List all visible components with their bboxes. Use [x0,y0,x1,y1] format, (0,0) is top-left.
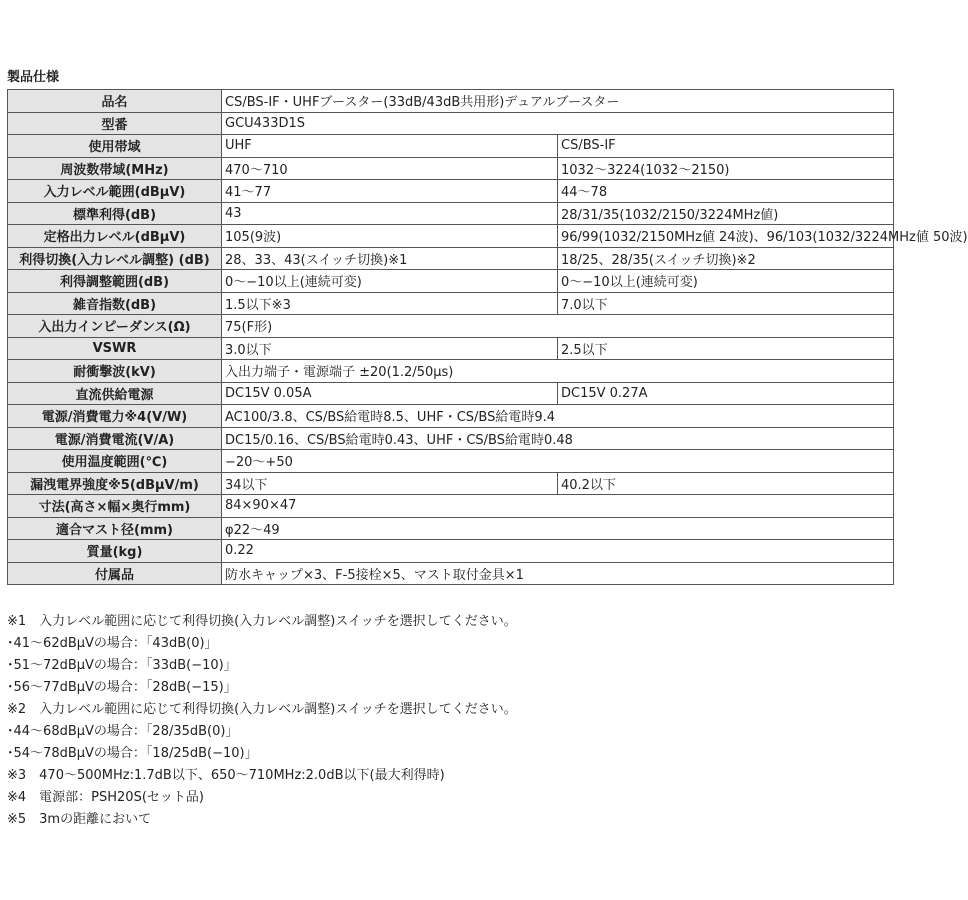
row-label: 適合マスト径(mm) [8,517,222,540]
row-value: 43 [222,202,558,225]
row-label: 使用温度範囲(℃) [8,450,222,473]
table-row [8,202,894,225]
row-label: 漏洩電界強度※5(dBμV/m) [8,472,222,495]
row-label: 入力レベル範囲(dBμV) [8,180,222,203]
row-value: 1.5以下※3 [222,292,558,315]
row-value: 34以下 [222,472,558,495]
row-label: 型番 [8,112,222,135]
row-label: 周波数帯域(MHz) [8,157,222,180]
row-label: 利得切換(入力レベル調整) (dB) [8,247,222,270]
table-row [8,180,894,203]
table-row [8,562,894,585]
footnote-line: ･54〜78dBμVの場合：「18/25dB(−10)」 [7,746,258,761]
table-row [8,90,894,113]
spec-table [7,89,968,585]
table-row [8,382,894,405]
row-label: 定格出力レベル(dBμV) [8,225,222,248]
row-label: 雑音指数(dB) [8,292,222,315]
table-row [8,450,894,473]
table-row [8,337,894,360]
table-row [8,247,894,270]
row-value: 75(F形) [222,315,894,338]
footnote-line: ※1 入力レベル範囲に応じて利得切換(入力レベル調整)スイッチを選択してください。 [7,614,517,629]
footnote-line: ※4 電源部：PSH20S(セット品) [7,790,204,805]
row-value-secondary: 40.2以下 [558,472,894,495]
row-value: 0.22 [222,540,894,563]
table-row [8,112,894,135]
row-label: 付属品 [8,562,222,585]
row-value-secondary: DC15V 0.27A [558,382,894,405]
row-value: 470〜710 [222,157,558,180]
table-row [8,540,894,563]
row-value: 84×90×47 [222,495,894,518]
footnote-line: ･56〜77dBμVの場合：「28dB(−15)」 [7,680,237,695]
table-row [8,315,894,338]
footnote-line: ※3 470〜500MHz:1.7dB以下、650〜710MHz:2.0dB以下(最大利得時) [7,768,445,783]
table-row [8,405,894,428]
footnote-line: ･51〜72dBμVの場合：「33dB(−10)」 [7,658,237,673]
row-label: 直流供給電源 [8,382,222,405]
row-label: 使用帯域 [8,135,222,158]
row-value-secondary: 7.0以下 [558,292,894,315]
row-label: 標準利得(dB) [8,202,222,225]
section-title: 製品仕様 [7,70,60,85]
table-row [8,427,894,450]
row-value: 防水キャップ×3、F-5接栓×5、マスト取付金具×1 [222,562,894,585]
row-value: 105(9波) [222,225,558,248]
table-row [8,135,894,158]
table-row [8,360,894,383]
footnote-line: ※2 入力レベル範囲に応じて利得切換(入力レベル調整)スイッチを選択してください。 [7,702,517,717]
row-value-secondary: 28/31/35(1032/2150/3224MHz値) [558,202,894,225]
footnote-line: ･44〜68dBμVの場合：「28/35dB(0)」 [7,724,239,739]
table-row [8,157,894,180]
row-label: 寸法(高さ×幅×奥行mm) [8,495,222,518]
row-value-secondary: 2.5以下 [558,337,894,360]
footnote-line: ※5 3mの距離において [7,812,152,827]
row-label: 質量(kg) [8,540,222,563]
table-row [8,270,894,293]
row-label: 耐衝撃波(kV) [8,360,222,383]
table-row [8,225,894,248]
row-label: 品名 [8,90,222,113]
row-value: GCU433D1S [222,112,894,135]
table-row [8,292,894,315]
row-value: 41〜77 [222,180,558,203]
row-value-secondary: 18/25、28/35(スイッチ切換)※2 [558,247,894,270]
row-label: VSWR [8,337,222,360]
row-value: CS/BS-IF・UHFブースター(33dB/43dB共用形)デュアルブースター [222,90,894,113]
row-value: UHF [222,135,558,158]
row-value: 入出力端子・電源端子 ±20(1.2/50μs) [222,360,894,383]
row-value: φ22〜49 [222,517,894,540]
row-value-secondary: 96/99(1032/2150MHz値 24波)、96/103(1032/3224MHz値 50波) [558,225,894,248]
table-row [8,495,894,518]
row-value: DC15V 0.05A [222,382,558,405]
row-value: −20〜+50 [222,450,894,473]
row-value-secondary: 1032〜3224(1032〜2150) [558,157,894,180]
row-label: 電源/消費電力※4(V/W) [8,405,222,428]
table-row [8,517,894,540]
footnotes [7,611,517,831]
row-value-secondary: 0〜−10以上(連続可変) [558,270,894,293]
row-value-secondary: CS/BS-IF [558,135,894,158]
row-value: 28、33、43(スイッチ切換)※1 [222,247,558,270]
row-value-secondary: 44〜78 [558,180,894,203]
footnote-line: ･41〜62dBμVの場合：「43dB(0)」 [7,636,218,651]
row-label: 電源/消費電流(V/A) [8,427,222,450]
row-label: 利得調整範囲(dB) [8,270,222,293]
row-value: 3.0以下 [222,337,558,360]
row-value: DC15/0.16、CS/BS給電時0.43、UHF・CS/BS給電時0.48 [222,427,894,450]
row-value: AC100/3.8、CS/BS給電時8.5、UHF・CS/BS給電時9.4 [222,405,894,428]
row-value: 0〜−10以上(連続可変) [222,270,558,293]
row-label: 入出力インピーダンス(Ω) [8,315,222,338]
table-row [8,472,894,495]
